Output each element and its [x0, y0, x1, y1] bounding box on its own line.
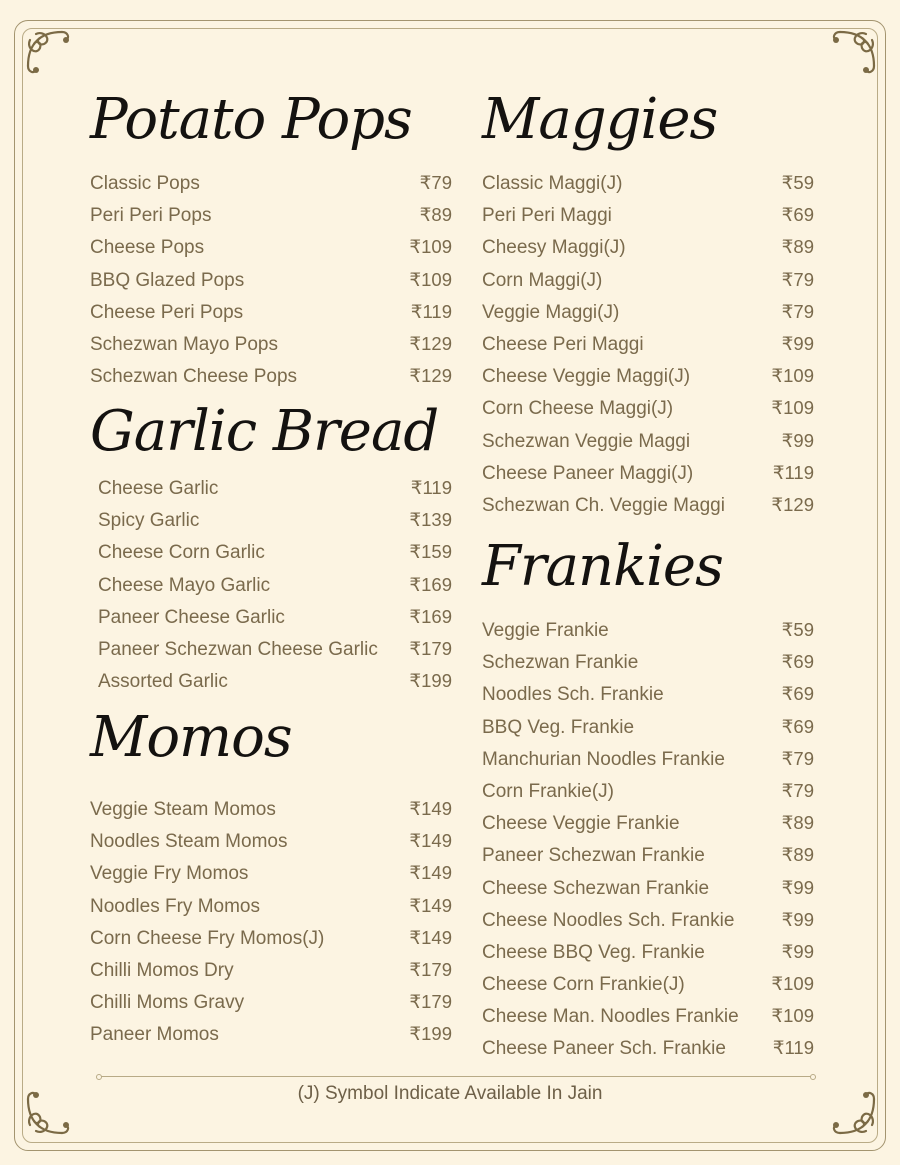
menu-item [90, 365, 452, 397]
item-name: Corn Cheese Maggi(J) [482, 398, 674, 420]
item-name: Cheesy Maggi(J) [482, 237, 626, 259]
menu-item [90, 895, 452, 927]
menu-item [98, 606, 452, 638]
item-price: ₹89 [781, 844, 814, 866]
item-price: ₹169 [409, 573, 452, 595]
item-price: ₹199 [409, 1023, 452, 1045]
item-price: ₹159 [409, 541, 452, 563]
menu-item [482, 494, 814, 526]
item-name: Cheese Man. Noodles Frankie [482, 1006, 739, 1028]
item-name: Peri Peri Pops [90, 205, 212, 227]
item-price: ₹199 [409, 670, 452, 692]
item-name: Schezwan Cheese Pops [90, 366, 298, 388]
menu-item [482, 1005, 814, 1037]
section-maggies [482, 88, 814, 526]
footer-divider [100, 1076, 812, 1077]
item-price: ₹69 [781, 715, 814, 737]
item-name: Corn Cheese Fry Momos(J) [90, 927, 325, 949]
item-name: Noodles Steam Momos [90, 831, 288, 853]
menu-item [90, 798, 452, 830]
item-price: ₹109 [771, 365, 814, 387]
menu-item [482, 462, 814, 494]
menu-item [482, 812, 814, 844]
menu-list [482, 619, 814, 1070]
menu-list [90, 172, 452, 397]
item-name: Peri Peri Maggi [482, 205, 612, 227]
item-price: ₹179 [409, 637, 452, 659]
item-price: ₹119 [410, 477, 452, 498]
item-price: ₹139 [409, 509, 452, 531]
menu-item [98, 574, 452, 606]
item-name: Cheese Noodles Sch. Frankie [482, 909, 735, 931]
item-price: ₹69 [781, 683, 814, 705]
section-garlic-bread [90, 400, 452, 702]
item-price: ₹99 [781, 876, 814, 898]
menu-item [90, 830, 452, 862]
menu-item [482, 236, 814, 268]
item-price: ₹89 [781, 236, 814, 258]
item-name: Chilli Momos Dry [90, 959, 234, 981]
menu-item [98, 509, 452, 541]
item-name: Schezwan Frankie [482, 652, 639, 674]
menu-item [90, 333, 452, 365]
item-price: ₹79 [419, 172, 452, 193]
item-name: Cheese Paneer Maggi(J) [482, 462, 694, 484]
item-price: ₹89 [419, 204, 452, 226]
item-name: Cheese Pops [90, 237, 205, 259]
item-name: Paneer Schezwan Frankie [482, 845, 705, 867]
item-price: ₹179 [409, 991, 452, 1013]
item-price: ₹79 [781, 747, 814, 769]
item-price: ₹119 [410, 300, 452, 322]
item-name: Schezwan Ch. Veggie Maggi [482, 494, 725, 516]
item-name: Veggie Fry Momos [90, 863, 249, 885]
menu-item [90, 301, 452, 333]
item-name: Cheese Peri Pops [90, 301, 244, 323]
menu-item [90, 269, 452, 301]
item-name: Classic Maggi(J) [482, 173, 623, 194]
item-price: ₹99 [781, 940, 814, 962]
item-price: ₹109 [771, 973, 814, 995]
item-price: ₹69 [781, 651, 814, 673]
menu-item [482, 973, 814, 1005]
item-price: ₹109 [409, 236, 452, 258]
menu-item [482, 397, 814, 429]
item-name: Noodles Fry Momos [90, 895, 260, 917]
item-price: ₹99 [781, 332, 814, 354]
item-name: Cheese BBQ Veg. Frankie [482, 941, 705, 963]
item-name: Cheese Peri Maggi [482, 333, 644, 355]
item-price: ₹149 [409, 830, 452, 852]
item-name: Paneer Schezwan Cheese Garlic [98, 638, 378, 660]
item-price: ₹169 [409, 605, 452, 627]
section-title: Frankies [482, 534, 723, 599]
menu-item [482, 877, 814, 909]
menu-list [482, 172, 814, 526]
item-price: ₹109 [771, 1005, 814, 1027]
item-price: ₹119 [772, 1037, 814, 1059]
item-name: Chilli Moms Gravy [90, 992, 245, 1014]
menu-item [482, 1037, 814, 1069]
menu-item [90, 959, 452, 991]
item-name: Corn Maggi(J) [482, 269, 603, 291]
item-price: ₹69 [781, 204, 814, 226]
menu-item [482, 716, 814, 748]
menu-item [482, 844, 814, 876]
item-name: Cheese Mayo Garlic [98, 574, 271, 596]
item-name: Cheese Paneer Sch. Frankie [482, 1038, 726, 1060]
item-price: ₹79 [781, 779, 814, 801]
menu-list [90, 477, 452, 702]
item-price: ₹99 [781, 429, 814, 451]
item-price: ₹119 [772, 461, 814, 483]
menu-item [90, 172, 452, 204]
item-name: BBQ Veg. Frankie [482, 716, 635, 738]
item-price: ₹149 [409, 926, 452, 948]
menu-item [482, 204, 814, 236]
menu-item [482, 301, 814, 333]
item-price: ₹59 [781, 619, 814, 640]
item-name: Veggie Steam Momos [90, 799, 276, 820]
item-name: Paneer Cheese Garlic [98, 606, 285, 628]
menu-item [90, 204, 452, 236]
item-name: Veggie Frankie [482, 620, 609, 641]
item-name: Cheese Corn Frankie(J) [482, 974, 685, 996]
menu-item [98, 477, 452, 509]
item-name: Veggie Maggi(J) [482, 301, 620, 323]
menu-item [90, 927, 452, 959]
jain-symbol-note: (J) Symbol Indicate Available In Jain [297, 1083, 603, 1104]
item-name: Spicy Garlic [98, 510, 200, 532]
item-name: Cheese Schezwan Frankie [482, 877, 710, 899]
menu-item [482, 269, 814, 301]
item-price: ₹149 [409, 894, 452, 916]
divider-dot [96, 1074, 102, 1080]
item-name: Cheese Veggie Maggi(J) [482, 366, 691, 388]
item-name: Paneer Momos [90, 1024, 219, 1046]
menu-item [482, 909, 814, 941]
menu-item [482, 365, 814, 397]
item-name: Corn Frankie(J) [482, 780, 614, 802]
menu-item [90, 991, 452, 1023]
item-price: ₹79 [781, 268, 814, 290]
item-name: Classic Pops [90, 173, 200, 194]
menu-list [90, 798, 452, 1056]
menu-item [98, 670, 452, 702]
menu-item [482, 333, 814, 365]
item-price: ₹79 [781, 300, 814, 322]
menu-item [90, 236, 452, 268]
item-price: ₹59 [781, 172, 814, 193]
item-price: ₹89 [781, 812, 814, 834]
item-price: ₹129 [771, 493, 814, 515]
menu-item [482, 430, 814, 462]
corner-ornament-icon [820, 26, 880, 86]
menu-item [98, 638, 452, 670]
menu-item [482, 651, 814, 683]
item-price: ₹109 [409, 268, 452, 290]
menu-item [482, 941, 814, 973]
item-name: Schezwan Veggie Maggi [482, 430, 691, 452]
item-name: Cheese Veggie Frankie [482, 813, 680, 835]
menu-item [90, 862, 452, 894]
menu-item [482, 619, 814, 651]
section-potato-pops [90, 88, 452, 397]
item-name: Cheese Garlic [98, 478, 219, 499]
item-price: ₹109 [771, 397, 814, 419]
item-price: ₹129 [409, 332, 452, 354]
item-name: Schezwan Mayo Pops [90, 333, 278, 355]
menu-item [90, 1023, 452, 1055]
item-name: Cheese Corn Garlic [98, 542, 265, 564]
item-price: ₹99 [781, 908, 814, 930]
item-price: ₹179 [409, 958, 452, 980]
menu-item [98, 541, 452, 573]
menu-item [482, 683, 814, 715]
section-frankies [482, 535, 814, 1070]
item-name: Manchurian Noodles Frankie [482, 748, 725, 770]
item-name: Assorted Garlic [98, 671, 228, 693]
item-price: ₹149 [409, 798, 452, 819]
menu-item [482, 748, 814, 780]
section-title: Garlic Bread [90, 399, 439, 464]
section-title: Momos [90, 705, 292, 770]
divider-dot [810, 1074, 816, 1080]
section-title: Potato Pops [90, 87, 412, 152]
menu-item [482, 172, 814, 204]
section-title: Maggies [482, 87, 718, 152]
item-price: ₹129 [409, 365, 452, 387]
item-name: BBQ Glazed Pops [90, 269, 245, 291]
corner-ornament-icon [22, 26, 82, 86]
item-price: ₹149 [409, 862, 452, 884]
item-name: Noodles Sch. Frankie [482, 684, 664, 706]
section-momos [90, 706, 452, 1056]
menu-item [482, 780, 814, 812]
